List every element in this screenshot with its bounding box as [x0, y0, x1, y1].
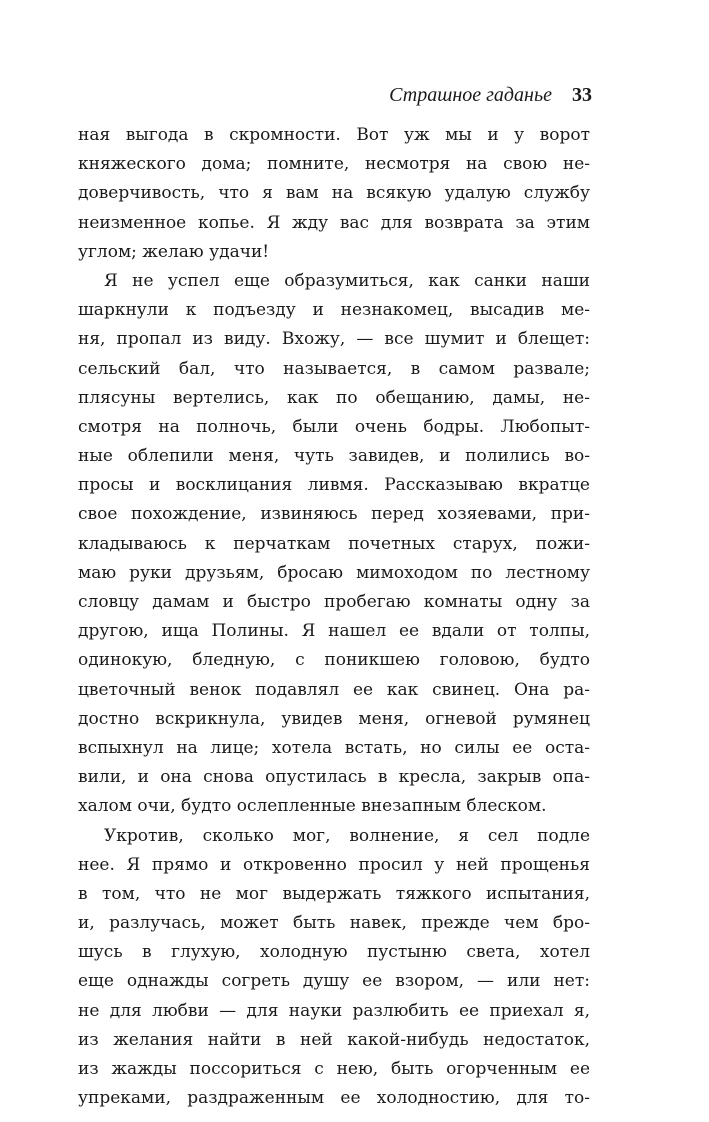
text-line: в том, что не мог выдержать тяжкого испытания,	[78, 883, 590, 904]
text-line: и, разлучась, может быть навек, прежде чем бро-	[78, 913, 590, 934]
text-line: цветочный венок подавлял ее как свинец. Она ра-	[78, 679, 590, 700]
text-line: ные облепили меня, чуть завидев, и полились во-	[78, 446, 590, 467]
running-header	[389, 82, 592, 108]
text-line: плясуны вертелись, как по обещанию, дамы, не-	[78, 387, 590, 408]
text-line: Я не успел еще образумиться, как санки наши	[104, 270, 590, 291]
text-line: просы и восклицания ливмя. Рассказываю вкратце	[78, 475, 590, 496]
text-line: ная выгода в скромности. Вот уж мы и у ворот	[78, 125, 590, 145]
text-line: вспыхнул на лице; хотела встать, но силы ее оста-	[78, 737, 590, 758]
text-line: еще однажды согреть душу ее взором, — или нет:	[78, 971, 590, 992]
text-line: из жажды поссориться с нею, быть огорченным ее	[78, 1059, 590, 1079]
text-line: одинокую, бледную, с поникшею головою, будто	[78, 650, 590, 671]
text-line: маю руки друзьям, бросаю мимоходом по лестному	[78, 562, 590, 583]
text-line: смотря на полночь, были очень бодры. Любопыт-	[78, 416, 590, 437]
text-line: халом очи, будто ослепленные внезапным блеском.	[78, 796, 547, 817]
text-line: достно вскрикнула, увидев меня, огневой румянец	[78, 708, 590, 729]
text-line: свое похождение, извиняюсь перед хозяевами, при-	[78, 504, 590, 525]
text-line: нее. Я прямо и откровенно просил у ней прощенья	[78, 854, 590, 875]
running-title: Страшное гаданье	[389, 84, 552, 106]
text-line: другою, ища Полины. Я нашел ее вдали от толпы,	[78, 621, 590, 642]
text-line: кладываюсь к перчаткам почетных старух, пожи-	[78, 533, 590, 554]
text-line: из желания найти в ней какой-нибудь недостаток,	[78, 1029, 590, 1050]
text-line: не для любви — для науки разлюбить ее приехал я,	[78, 1000, 590, 1021]
text-line: вили, и она снова опустилась в кресла, закрыв опа-	[78, 767, 590, 788]
text-line: упреками, раздраженным ее холодностию, для то-	[78, 1088, 590, 1109]
text-line: словцу дамам и быстро пробегаю комнаты одну за	[78, 592, 590, 612]
text-line: сельский бал, что называется, в самом развале;	[78, 358, 590, 379]
text-line: шаркнули к подъезду и незнакомец, высадив ме-	[78, 300, 590, 321]
text-line: ня, пропал из виду. Вхожу, — все шумит и блещет:	[78, 329, 590, 350]
text-line: Укротив, сколько мог, волнение, я сел подле	[104, 825, 590, 846]
text-line: шусь в глухую, холодную пустыню света, хотел	[78, 942, 590, 963]
text-line: княжеского дома; помните, несмотря на свою не-	[78, 154, 590, 175]
page-body-text	[78, 121, 590, 1113]
page-number: 33	[572, 84, 592, 106]
text-line: неизменное копье. Я жду вас для возврата за этим	[78, 212, 590, 233]
text-line: углом; желаю удачи!	[78, 241, 270, 262]
text-line: доверчивость, что я вам на всякую удалую службу	[78, 183, 590, 204]
